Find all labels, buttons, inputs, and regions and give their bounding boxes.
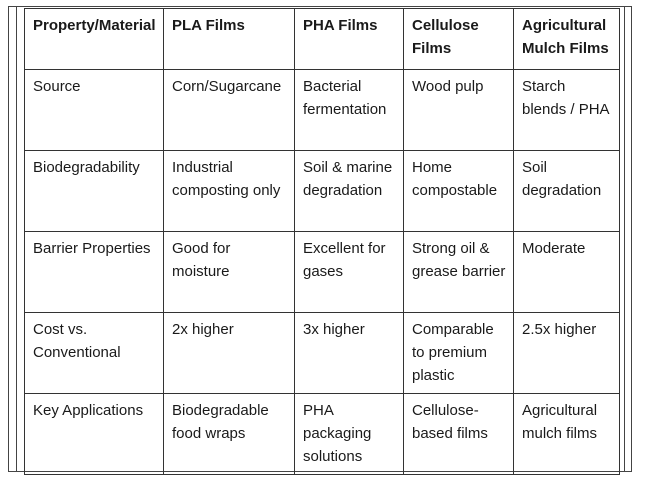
table-row (25, 313, 620, 394)
table-row (25, 232, 620, 313)
table-cell: Wood pulp (404, 70, 514, 151)
table-cell: PHA packaging solutions (295, 394, 404, 475)
header-cell: PHA Films (295, 9, 404, 70)
table-cell: Starch blends / PHA (514, 70, 620, 151)
table-cell: Agricultural mulch films (514, 394, 620, 475)
row-label-cell: Source (25, 70, 164, 151)
header-cell: Cellulose Films (404, 9, 514, 70)
table-row (25, 151, 620, 232)
table-cell: 3x higher (295, 313, 404, 394)
row-label-cell: Key Applications (25, 394, 164, 475)
header-cell: Agricultural Mulch Films (514, 9, 620, 70)
comparison-table (24, 8, 620, 475)
table-cell: Cellulose-based films (404, 394, 514, 475)
table-cell: Soil degradation (514, 151, 620, 232)
table-header-row (25, 9, 620, 70)
table-cell: Moderate (514, 232, 620, 313)
header-cell: PLA Films (164, 9, 295, 70)
table-cell: Home compostable (404, 151, 514, 232)
table-cell: 2x higher (164, 313, 295, 394)
row-label-cell: Barrier Properties (25, 232, 164, 313)
table-cell: Excellent for gases (295, 232, 404, 313)
table-cell: Comparable to premium plastic (404, 313, 514, 394)
table-cell: 2.5x higher (514, 313, 620, 394)
table-cell: Bacterial fermentation (295, 70, 404, 151)
header-cell: Property/Material (25, 9, 164, 70)
row-label-cell: Cost vs. Conventional (25, 313, 164, 394)
table-row (25, 70, 620, 151)
table-cell: Strong oil & grease barrier (404, 232, 514, 313)
row-label-cell: Biodegradability (25, 151, 164, 232)
table-cell: Industrial composting only (164, 151, 295, 232)
table-cell: Good for moisture (164, 232, 295, 313)
table-cell: Biodegradable food wraps (164, 394, 295, 475)
table-row (25, 394, 620, 475)
table-cell: Corn/Sugarcane (164, 70, 295, 151)
table-cell: Soil & marine degradation (295, 151, 404, 232)
